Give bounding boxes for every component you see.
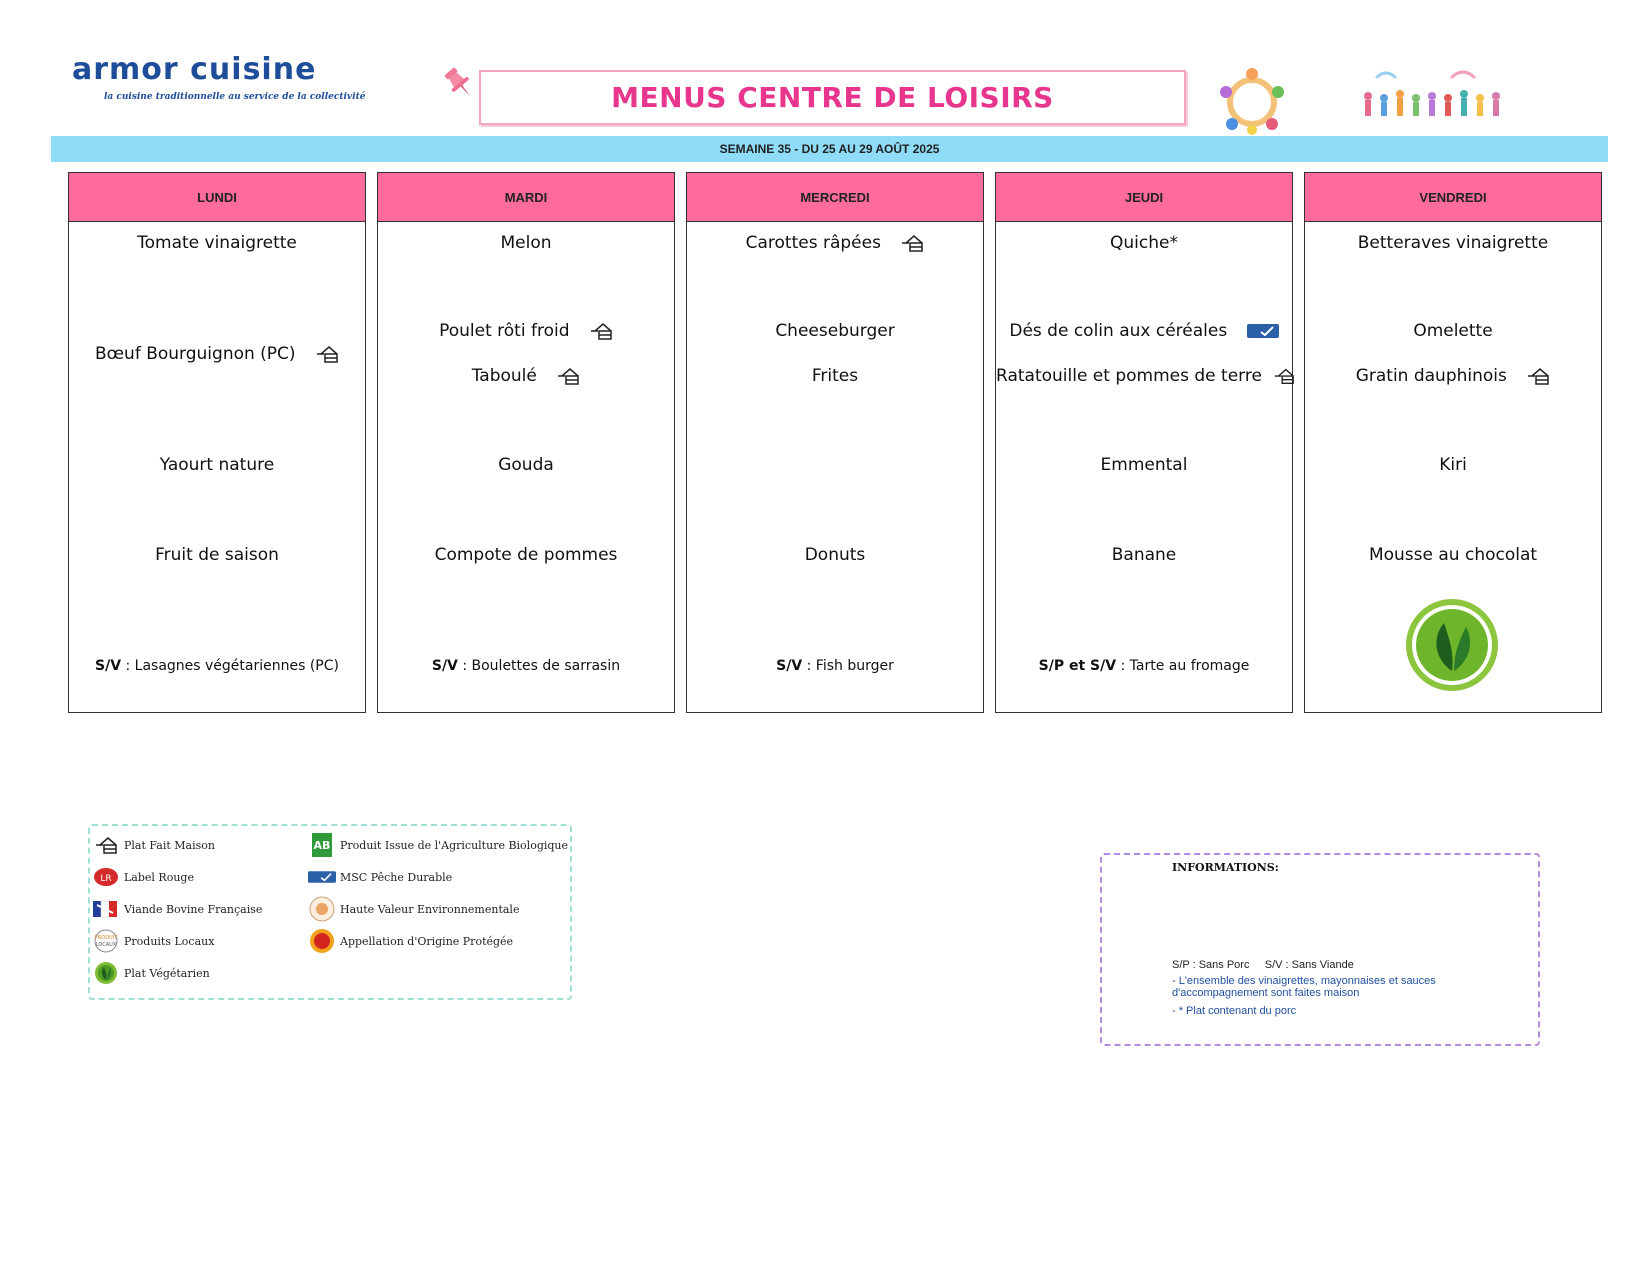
dish-starter: Melon <box>500 233 552 253</box>
title-banner <box>479 70 1186 125</box>
local-products-icon <box>93 929 119 953</box>
vegetarian-badge-icon <box>1404 597 1500 693</box>
dish-starter: Betteraves vinaigrette <box>1357 233 1549 253</box>
svg-text:LR: LR <box>100 874 112 884</box>
dish-side: Frites <box>811 366 859 386</box>
homemade-icon <box>94 835 118 855</box>
dish-starter: Carottes râpées <box>687 233 983 253</box>
substitute-dish: S/V : Boulettes de sarrasin <box>431 658 621 674</box>
pushpin-icon <box>440 64 478 102</box>
dish-side: Ratatouille et pommes de terre <box>996 366 1292 386</box>
dish-dessert: Mousse au chocolat <box>1368 545 1538 565</box>
aop-icon <box>309 928 335 954</box>
dish-starter: Quiche* <box>1110 233 1178 253</box>
info-note: - * Plat contenant du porc <box>1172 1005 1297 1017</box>
dish-main: Bœuf Bourguignon (PC) <box>69 344 365 364</box>
day-column-mardi <box>377 172 675 713</box>
dish-dessert: Banane <box>1111 545 1177 565</box>
dish-side: Gratin dauphinois <box>1305 366 1601 386</box>
legend-item: MSC Pêche Durable <box>308 864 452 890</box>
children-drawing-illustration <box>1356 66 1506 130</box>
msc-sustainable-fishing-icon <box>1247 323 1279 339</box>
dish-starter: Tomate vinaigrette <box>137 233 297 253</box>
legend-item: Viande Bovine Française <box>92 896 262 922</box>
day-header: MERCREDI <box>687 173 983 222</box>
legend-item: LR Label Rouge <box>92 864 194 890</box>
day-header: JEUDI <box>996 173 1292 222</box>
svg-text:LOCAUX: LOCAUX <box>95 942 117 948</box>
legend-box <box>88 824 572 1000</box>
dish-main: Dés de colin aux céréales <box>996 321 1292 341</box>
legend-item: Plat Fait Maison <box>92 832 215 858</box>
kids-circle-illustration <box>1212 64 1292 139</box>
homemade-icon <box>1526 366 1550 386</box>
day-header: LUNDI <box>69 173 365 222</box>
legend-item: Haute Valeur Environnementale <box>308 896 519 922</box>
dish-main: Poulet rôti froid <box>378 321 674 341</box>
info-abbreviations: S/P : Sans Porc S/V : Sans Viande <box>1172 959 1354 971</box>
hve-icon <box>309 896 335 922</box>
page-title: MENUS CENTRE DE LOISIRS <box>611 81 1054 114</box>
dish-dessert: Fruit de saison <box>155 545 279 565</box>
substitute-dish: S/V : Fish burger <box>776 658 894 674</box>
info-note: - L'ensemble des vinaigrettes, mayonnaises et sauces d'accompagnement sont faites maison <box>1172 975 1436 999</box>
week-label: SEMAINE 35 - DU 25 AU 29 AOÛT 2025 <box>719 142 940 156</box>
homemade-icon <box>315 344 339 364</box>
dish-main: Omelette <box>1413 321 1493 341</box>
homemade-icon <box>1273 366 1295 386</box>
dish-dairy: Yaourt nature <box>159 455 275 475</box>
substitute-dish: S/V : Lasagnes végétariennes (PC) <box>95 658 339 674</box>
vegetarian-icon <box>94 961 118 985</box>
homemade-icon <box>589 321 613 341</box>
info-title: INFORMATIONS: <box>1172 861 1279 874</box>
french-beef-icon <box>93 899 119 919</box>
dish-side: Taboulé <box>378 366 674 386</box>
homemade-icon <box>556 366 580 386</box>
dish-dessert: Compote de pommes <box>434 545 618 565</box>
organic-ab-icon <box>311 832 333 858</box>
brand-logo: armor cuisine <box>72 52 317 87</box>
day-header: VENDREDI <box>1305 173 1601 222</box>
week-banner <box>51 136 1608 162</box>
svg-text:PRODUIT: PRODUIT <box>94 935 118 941</box>
msc-sustainable-fishing-icon <box>308 869 336 885</box>
homemade-icon <box>900 233 924 253</box>
legend-item: Plat Végétarien <box>92 960 210 986</box>
dish-dairy: Gouda <box>498 455 554 475</box>
legend-item: AB Produit Issue de l'Agriculture Biologique <box>308 832 568 858</box>
svg-text:AB: AB <box>313 839 331 852</box>
day-header: MARDI <box>378 173 674 222</box>
information-box <box>1100 853 1540 1046</box>
day-column-lundi <box>68 172 366 713</box>
dish-dessert: Donuts <box>804 545 866 565</box>
day-column-jeudi <box>995 172 1293 713</box>
substitute-dish: S/P et S/V : Tarte au fromage <box>1038 658 1250 674</box>
dish-main: Cheeseburger <box>775 321 895 341</box>
dish-dairy: Emmental <box>1100 455 1188 475</box>
label-rouge-icon <box>93 867 119 887</box>
legend-item: PRODUIT LOCAUX Produits Locaux <box>92 928 214 954</box>
day-column-vendredi <box>1304 172 1602 713</box>
day-column-mercredi <box>686 172 984 713</box>
dish-dairy: Kiri <box>1439 455 1467 475</box>
brand-tagline: la cuisine traditionnelle au service de la collectivité <box>104 92 366 102</box>
legend-item: Appellation d'Origine Protégée <box>308 928 513 954</box>
